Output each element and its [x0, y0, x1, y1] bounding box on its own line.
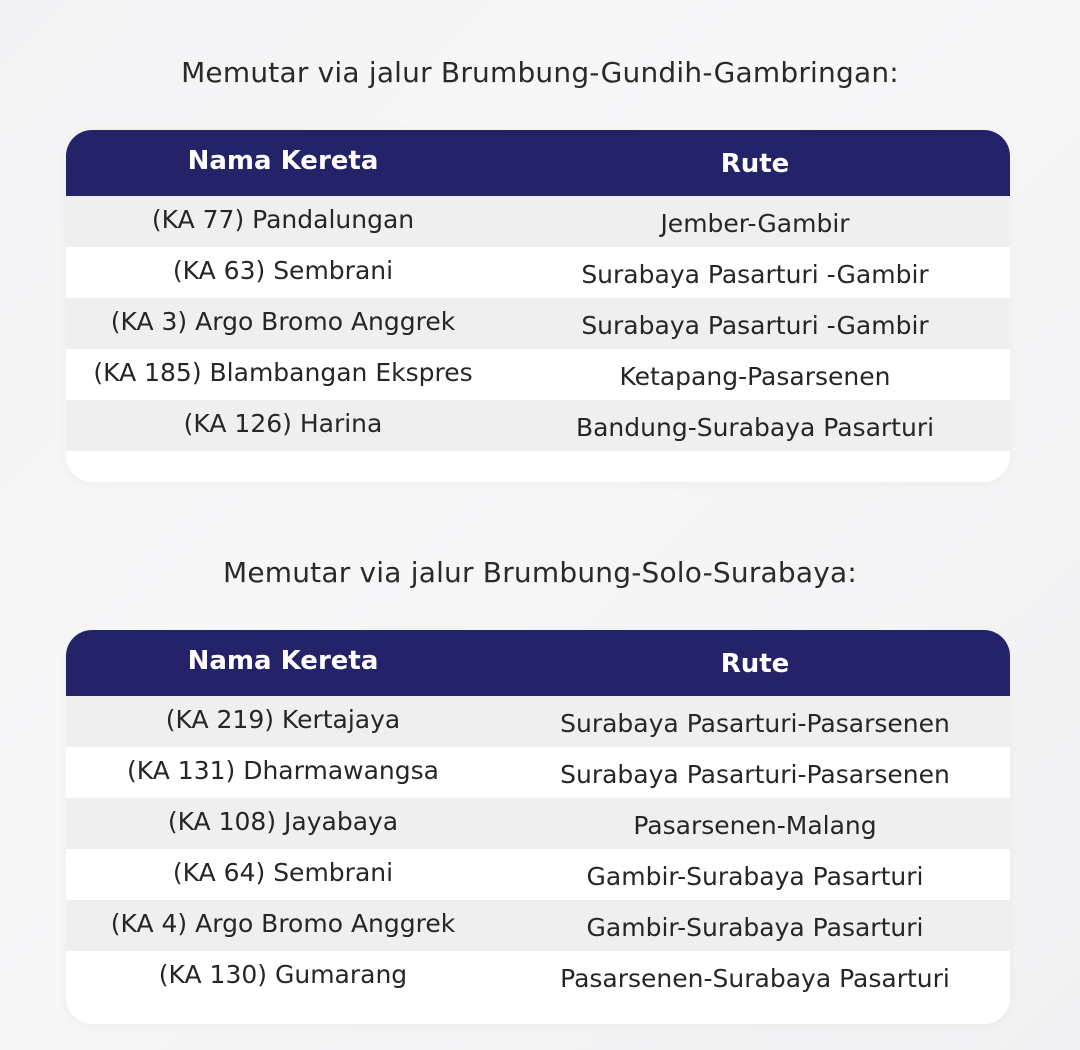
train-name-cell: (KA 63) Sembrani — [172, 256, 394, 285]
route-cell: Surabaya Pasarturi-Pasarsenen — [560, 760, 950, 789]
train-name-cell: (KA 108) Jayabaya — [167, 807, 399, 836]
column-header-train-name: Nama Kereta — [187, 146, 379, 176]
train-name-cell: (KA 185) Blambangan Ekspres — [93, 358, 473, 387]
route-cell: Gambir-Surabaya Pasarturi — [586, 913, 924, 942]
route-cell: Jember-Gambir — [660, 209, 850, 238]
route-cell: Pasarsenen-Surabaya Pasarturi — [560, 964, 950, 993]
column-header-train-name: Nama Kereta — [187, 646, 379, 676]
table-footer-spacer — [66, 451, 1010, 482]
table-row — [66, 298, 1010, 349]
route-cell: Surabaya Pasarturi -Gambir — [581, 311, 929, 340]
train-name-cell: (KA 126) Harina — [183, 409, 383, 438]
table-footer-spacer — [66, 1002, 1010, 1024]
route-cell: Gambir-Surabaya Pasarturi — [586, 862, 924, 891]
table-row — [66, 900, 1010, 951]
train-name-cell: (KA 219) Kertajaya — [165, 705, 401, 734]
table-row — [66, 798, 1010, 849]
route-cell: Bandung-Surabaya Pasarturi — [575, 413, 935, 442]
train-name-cell: (KA 64) Sembrani — [172, 858, 394, 887]
table-row — [66, 400, 1010, 451]
table-row — [66, 196, 1010, 247]
table-gundih — [66, 130, 1010, 482]
route-cell: Ketapang-Pasarsenen — [619, 362, 891, 391]
column-header-route: Rute — [720, 649, 790, 679]
table-row — [66, 349, 1010, 400]
route-cell: Pasarsenen-Malang — [633, 811, 877, 840]
route-cell: Surabaya Pasarturi-Pasarsenen — [560, 709, 950, 738]
train-name-cell: (KA 77) Pandalungan — [151, 205, 415, 234]
section-title-gundih: Memutar via jalur Brumbung-Gundih-Gambringan: — [181, 56, 899, 89]
train-name-cell: (KA 131) Dharmawangsa — [127, 756, 439, 785]
table-row — [66, 849, 1010, 900]
table-row — [66, 696, 1010, 747]
table-header — [66, 130, 1010, 196]
table-row — [66, 951, 1010, 1002]
train-name-cell: (KA 3) Argo Bromo Anggrek — [110, 307, 456, 336]
table-row — [66, 247, 1010, 298]
table-row — [66, 747, 1010, 798]
table-header — [66, 630, 1010, 696]
table-solo — [66, 630, 1010, 1024]
column-header-route: Rute — [720, 149, 790, 179]
train-name-cell: (KA 130) Gumarang — [158, 960, 408, 989]
train-name-cell: (KA 4) Argo Bromo Anggrek — [110, 909, 456, 938]
route-cell: Surabaya Pasarturi -Gambir — [581, 260, 929, 289]
section-title-solo: Memutar via jalur Brumbung-Solo-Surabaya: — [222, 556, 858, 589]
